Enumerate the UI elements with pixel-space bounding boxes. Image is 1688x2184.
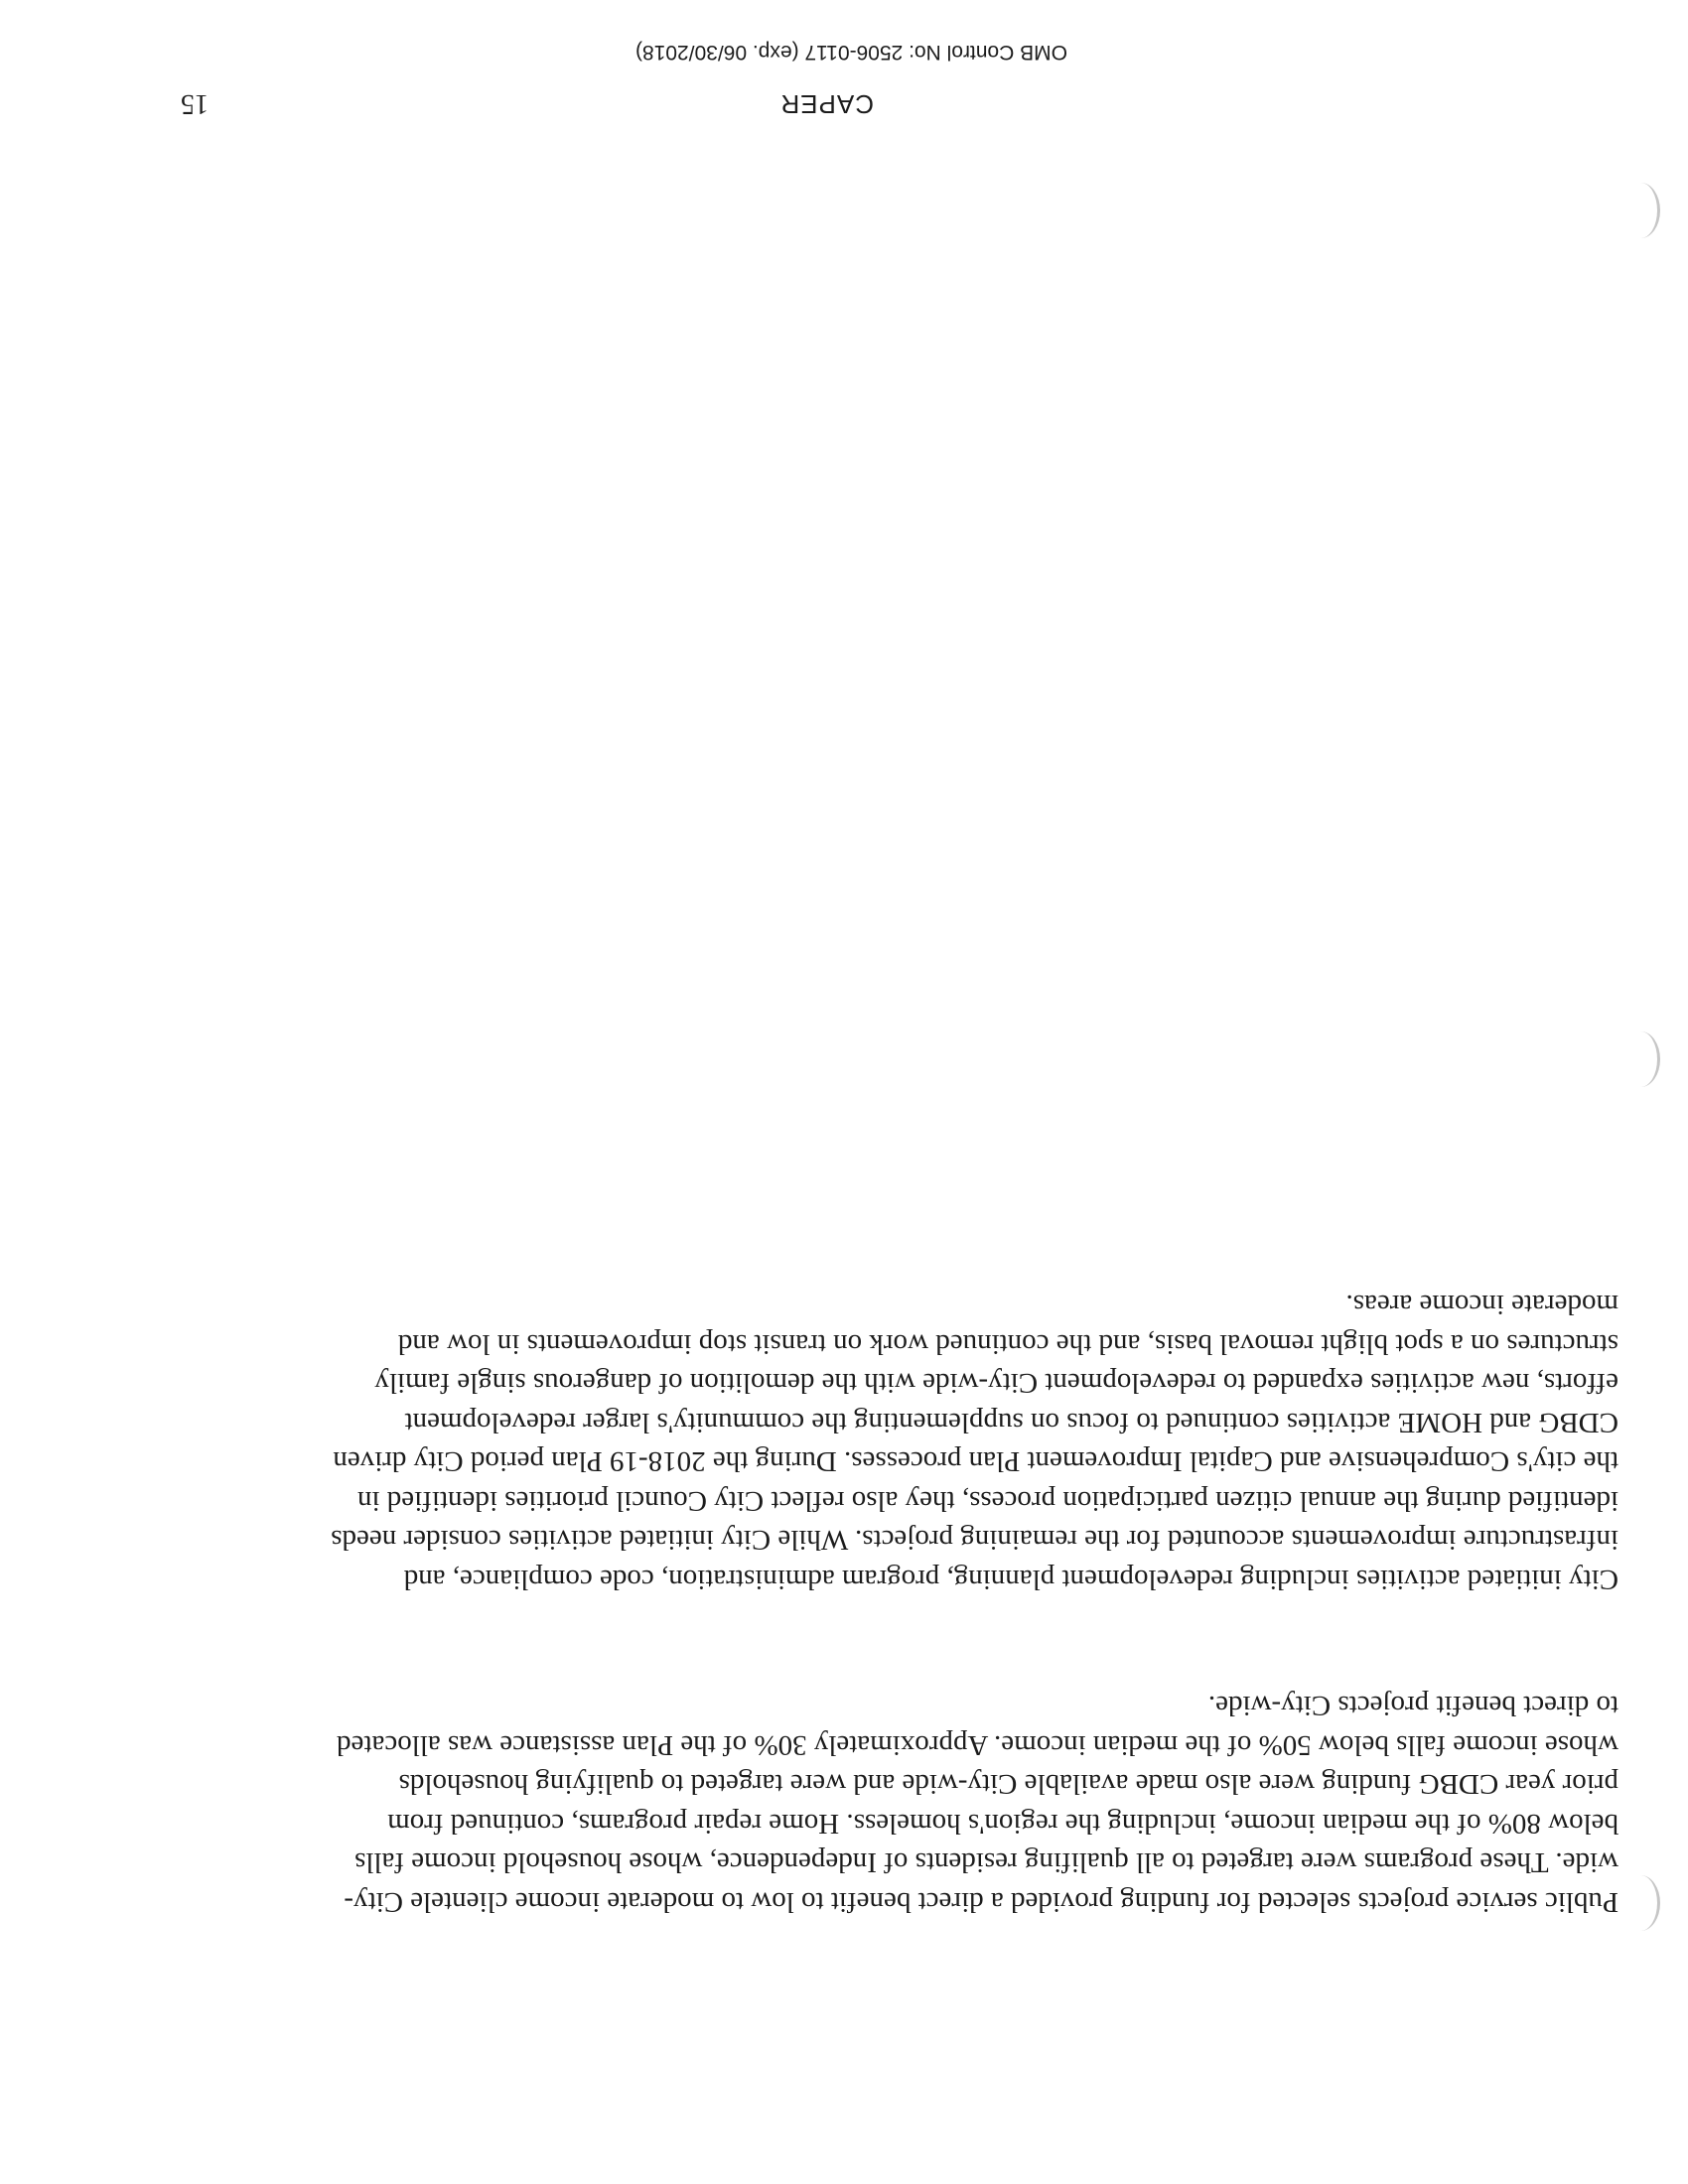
binder-hole-mark xyxy=(1621,183,1660,238)
document-label: CAPER xyxy=(779,89,874,119)
omb-control-number: OMB Control No: 2506-0117 (exp. 06/30/2018) xyxy=(634,41,1067,64)
paragraph-city-initiated: City initiated activities including redevelopment planning, program administration, code compliance, and infrastructure improvements accounted for the remaining projects. While City initiated activities consider needs identified during the annual citizen participation process, they also reflect City Council priorities identified in the city's Comprehensive and Capital Improvement Plan processes. During the 2018-19 Plan period City driven CDBG and HOME activities continued to focus on supplementing the community's larger redevelopment efforts, new activities expanded to redevelopment City-wide with the demolition of dangerous single family structures on a spot blight removal basis, and the continued work on transit stop improvements in low and moderate income areas. xyxy=(331,1289,1618,1595)
binder-hole-mark xyxy=(1621,1875,1660,1931)
binder-hole-mark xyxy=(1621,1031,1660,1087)
page-number: 15 xyxy=(181,88,209,119)
paragraph-public-service: Public service projects selected for funding provided a direct benefit to low to moderate income clientele City-wide. These programs were targeted to all qualifing residents of Independence, whose household income falls below 80% of the median income, including the region's homeless. Home repair programs, continued from prior year CDBG funding were also made available City-wide and were targeted to qualifying households whose income falls below 50% of the median income. Approximately 30% of the Plan assistance was allocated to direct benefit projects City-wide. xyxy=(337,1690,1618,1918)
